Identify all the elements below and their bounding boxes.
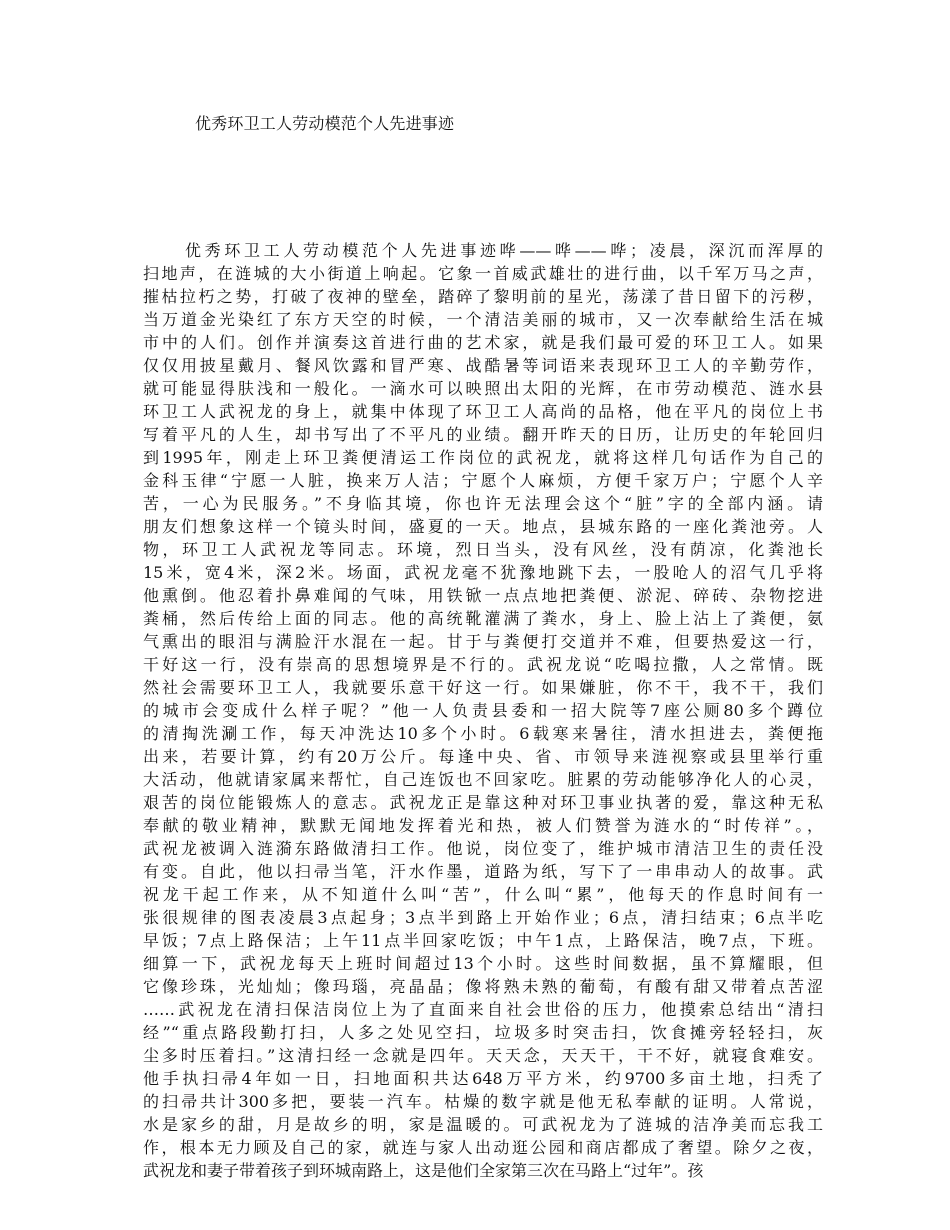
- body-line: 他熏倒。他忍着扑鼻难闻的气味，用铁锨一点点地把粪便、淤泥、碎砖、杂物挖进: [143, 586, 823, 605]
- body-line: 艰苦的岗位能锻炼人的意志。武祝龙正是靠这种对环卫事业执著的爱，靠这种无私: [143, 793, 823, 812]
- body-line: 然社会需要环卫工人，我就要乐意干好这一行。如果嫌脏，你不干，我不干，我们: [143, 678, 823, 697]
- body-line: 早饭；7点上路保洁；上午11点半回家吃饭；中午1点，上路保洁，晚7点，下班。: [143, 931, 823, 950]
- body-line: 作，根本无力顾及自己的家，就连与家人出动逛公园和商店都成了奢望。除夕之夜，: [143, 1138, 823, 1157]
- body-line: 优秀环卫工人劳动模范个人先进事迹哗——哗——哗；凌晨，深沉而浑厚的: [185, 241, 823, 260]
- body-line: 市中的人们。创作并演奏这首进行曲的艺术家，就是我们最可爱的环卫工人。如果: [143, 333, 823, 352]
- body-line: 的城市会变成什么样子呢？”他一人负责县委和一招大院等7座公厕80多个蹲位: [143, 701, 823, 720]
- body-line: 到1995年，刚走上环卫粪便清运工作岗位的武祝龙，就将这样几句话作为自己的: [143, 448, 823, 467]
- body-line: 15米，宽4米，深2米。场面，武祝龙毫不犹豫地跳下去，一股呛人的沼气几乎将: [143, 563, 823, 582]
- body-line: 扫地声，在涟城的大小街道上响起。它象一首威武雄壮的进行曲，以千军万马之声，: [143, 264, 823, 283]
- body-line: ……武祝龙在清扫保洁岗位上为了直面来自社会世俗的压力，他摸索总结出“清扫: [143, 1000, 823, 1019]
- body-line: 它像珍珠，光灿灿；像玛瑙，亮晶晶；像将熟未熟的葡萄，有酸有甜又带着点苦涩: [143, 977, 823, 996]
- body-line: 摧枯拉朽之势，打破了夜神的壁垒，踏碎了黎明前的星光，荡漾了昔日留下的污秽，: [143, 287, 823, 306]
- body-line: 经”“重点路段勤打扫，人多之处见空扫，垃圾多时突击扫，饮食摊旁轻轻扫，灰: [143, 1023, 823, 1042]
- body-line: 祝龙干起工作来，从不知道什么叫“苦”，什么叫“累”，他每天的作息时间有一: [143, 885, 823, 904]
- body-line: 仅仅用披星戴月、餐风饮露和冒严寒、战酷暑等词语来表现环卫工人的辛勤劳作，: [143, 356, 823, 375]
- body-line: 他手执扫帚4年如一日，扫地面积共达648万平方米，约9700多亩土地，扫秃了: [143, 1069, 823, 1088]
- body-line: 干好这一行，没有崇高的思想境界是不行的。武祝龙说“吃喝拉撒，人之常情。既: [143, 655, 823, 674]
- body-line: 武祝龙被调入涟漪东路做清扫工作。他说，岗位变了，维护城市清洁卫生的责任没: [143, 839, 823, 858]
- body-line: 的清掏洗涮工作，每天冲洗达10多个小时。6载寒来暑往，清水担进去，粪便拖: [143, 724, 823, 743]
- body-line: 尘多时压着扫。”这清扫经一念就是四年。天天念，天天干，干不好，就寝食难安。: [143, 1046, 823, 1065]
- body-line: 张很规律的图表凌晨3点起身；3点半到路上开始作业；6点，清扫结束；6点半吃: [143, 908, 823, 927]
- document-title: 优秀环卫工人劳动模范个人先进事迹: [195, 114, 455, 133]
- body-line: 有变。自此，他以扫帚当笔，汗水作墨，道路为纸，写下了一串串动人的故事。武: [143, 862, 823, 881]
- body-line: 朋友们想象这样一个镜头时间，盛夏的一天。地点，县城东路的一座化粪池旁。人: [143, 517, 823, 536]
- body-line: 武祝龙和妻子带着孩子到环城南路上，这是他们全家第三次在马路上“过年”。孩: [143, 1161, 704, 1180]
- body-line: 的扫帚共计300多把，要装一汽车。枯燥的数字就是他无私奉献的证明。人常说，: [143, 1092, 823, 1111]
- body-line: 环卫工人武祝龙的身上，就集中体现了环卫工人高尚的品格，他在平凡的岗位上书: [143, 402, 823, 421]
- body-line: 大活动，他就请家属来帮忙，自己连饭也不回家吃。脏累的劳动能够净化人的心灵，: [143, 770, 823, 789]
- body-line: 出来，若要计算，约有20万公斤。每逢中央、省、市领导来涟视察或县里举行重: [143, 747, 823, 766]
- body-line: 奉献的敬业精神，默默无闻地发挥着光和热，被人们赞誉为涟水的“时传祥”。，: [143, 816, 823, 835]
- body-line: 写着平凡的人生，却书写出了不平凡的业绩。翻开昨天的日历，让历史的年轮回归: [143, 425, 823, 444]
- body-line: 物，环卫工人武祝龙等同志。环境，烈日当头，没有风丝，没有荫凉，化粪池长: [143, 540, 823, 559]
- body-line: 粪桶，然后传给上面的同志。他的高统靴灌满了粪水，身上、脸上沾上了粪便，氨: [143, 609, 823, 628]
- body-line: 当万道金光染红了东方天空的时候，一个清洁美丽的城市，又一次奉献给生活在城: [143, 310, 823, 329]
- body-line: 水是家乡的甜，月是故乡的明，家是温暖的。可武祝龙为了涟城的洁净美而忘我工: [143, 1115, 823, 1134]
- document-body: [143, 239, 823, 1182]
- body-line: 细算一下，武祝龙每天上班时间超过13个小时。这些时间数据，虽不算耀眼，但: [143, 954, 823, 973]
- body-line: 苦，一心为民服务。”不身临其境，你也许无法理会这个“脏”字的全部内涵。请: [143, 494, 823, 513]
- body-line: 就可能显得肤浅和一般化。一滴水可以映照出太阳的光辉，在市劳动模范、涟水县: [143, 379, 823, 398]
- body-line: 气熏出的眼泪与满脸汗水混在一起。甘于与粪便打交道并不难，但要热爱这一行，: [143, 632, 823, 651]
- body-line: 金科玉律“宁愿一人脏，换来万人洁；宁愿个人麻烦，方便千家万户；宁愿个人辛: [143, 471, 823, 490]
